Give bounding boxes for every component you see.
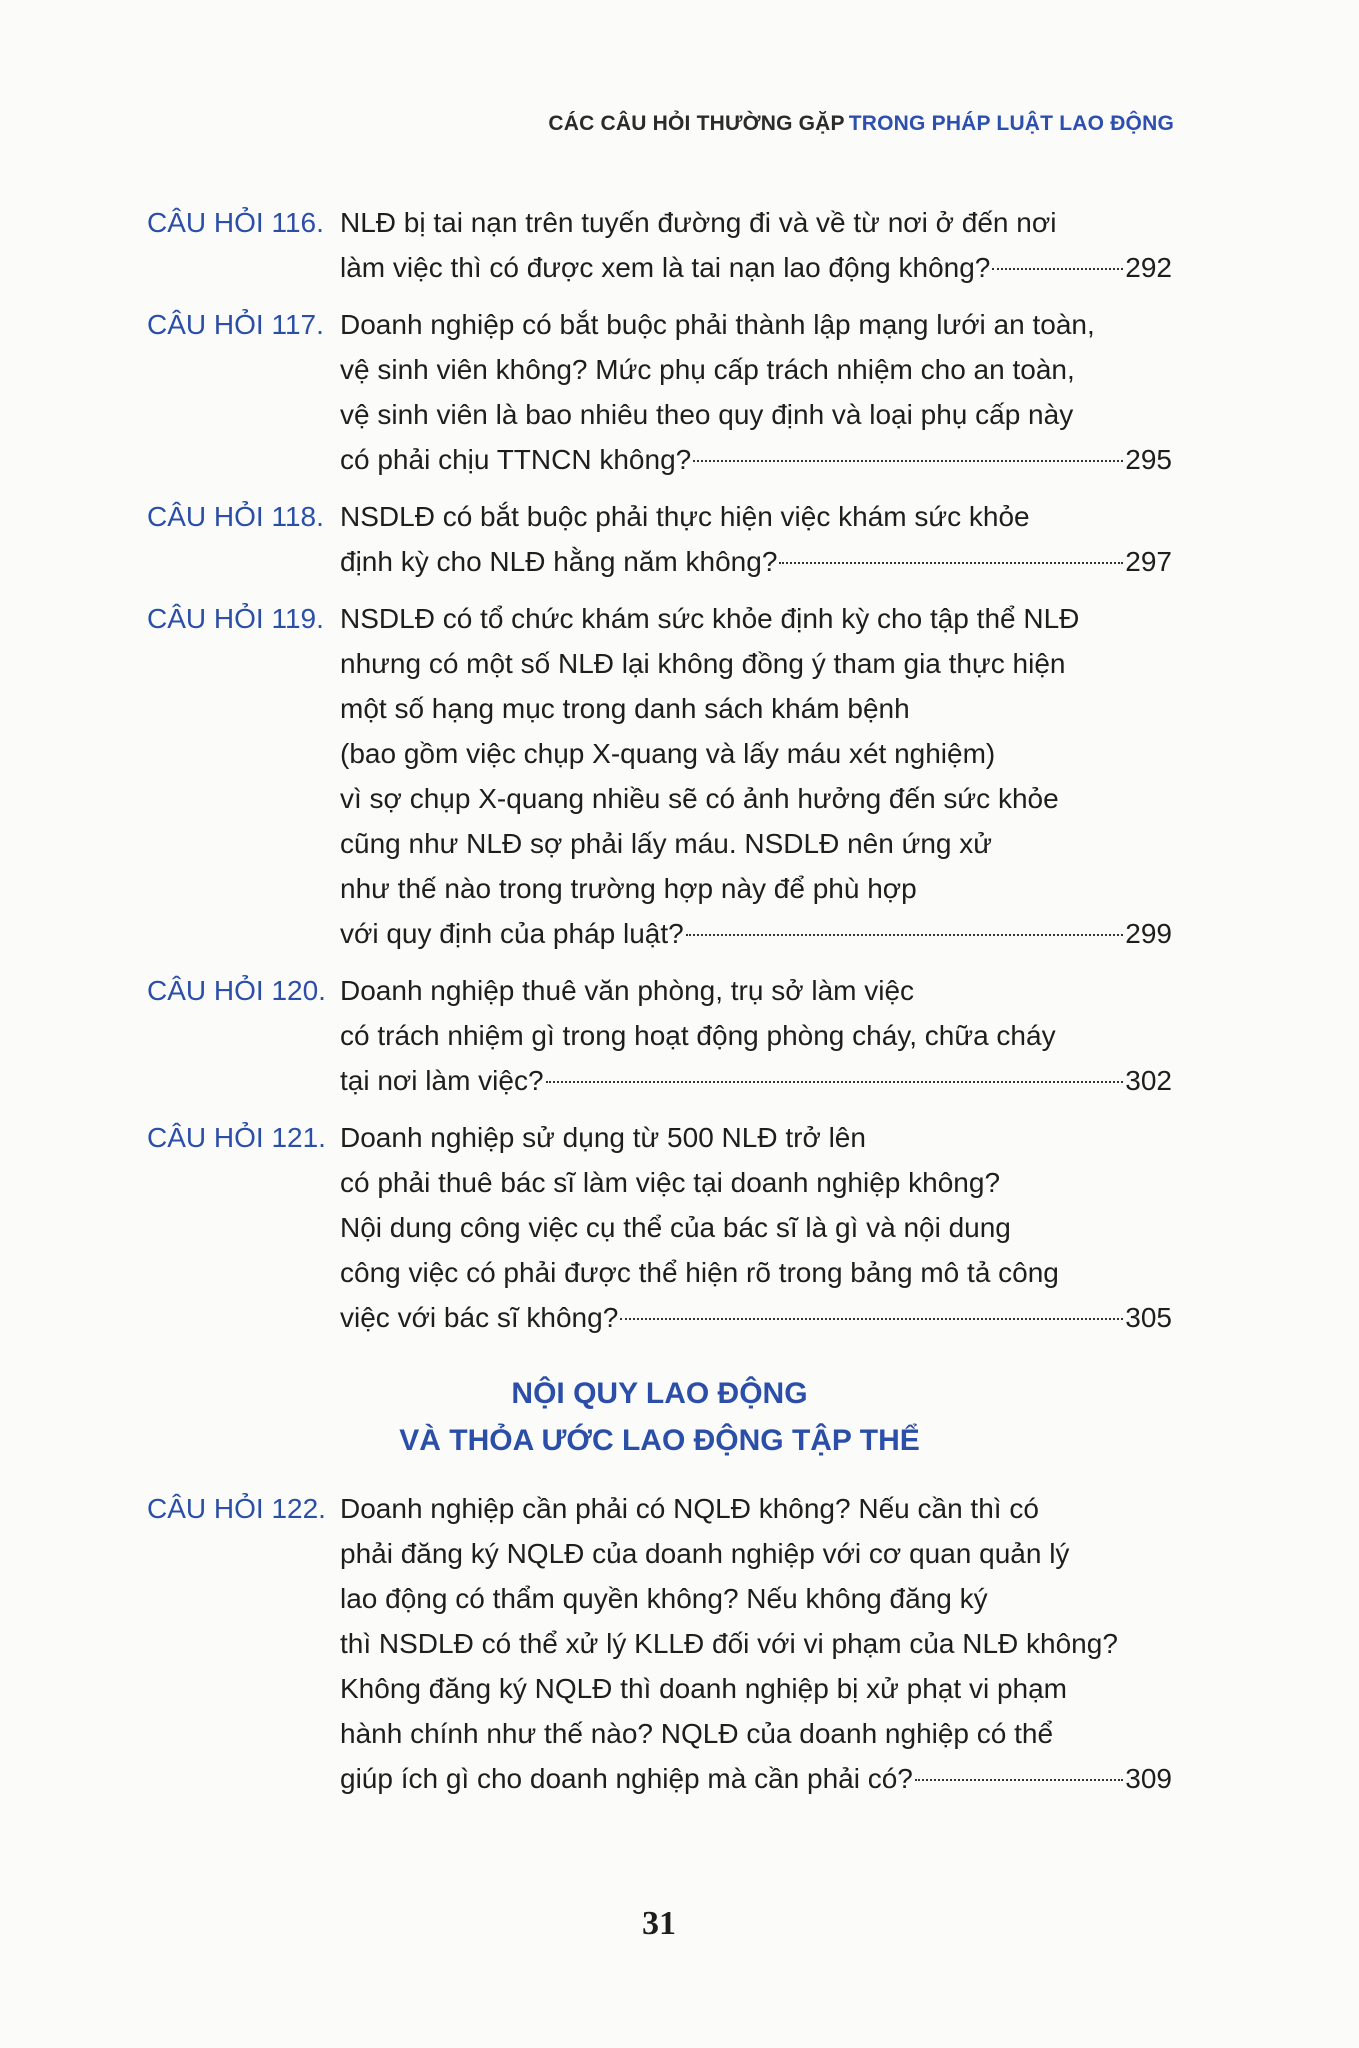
toc-entry-line: phải đăng ký NQLĐ của doanh nghiệp với cơ quan quản lý bbox=[340, 1538, 1070, 1569]
dot-leader bbox=[693, 460, 1123, 462]
toc-entry-last-line bbox=[340, 911, 1172, 956]
toc-entry-text bbox=[340, 200, 1172, 290]
toc-entry-line: thì NSDLĐ có thể xử lý KLLĐ đối với vi phạm của NLĐ không? bbox=[340, 1628, 1118, 1659]
toc-entry-text bbox=[340, 596, 1172, 956]
toc-entry-label: CÂU HỎI 118. bbox=[147, 501, 324, 532]
toc-entry-line: vệ sinh viên không? Mức phụ cấp trách nhiệm cho an toàn, bbox=[340, 354, 1075, 385]
toc-entry-line: tại nơi làm việc? bbox=[340, 1065, 544, 1096]
toc-entry bbox=[147, 200, 1172, 290]
toc-entry-text bbox=[340, 968, 1172, 1103]
toc-entry-line: giúp ích gì cho doanh nghiệp mà cần phải có? bbox=[340, 1763, 913, 1794]
toc-entry-line: vì sợ chụp X-quang nhiều sẽ có ảnh hưởng đến sức khỏe bbox=[340, 783, 1059, 814]
toc-entries-group bbox=[147, 200, 1172, 1340]
toc-entry-line: công việc có phải được thể hiện rõ trong bảng mô tả công bbox=[340, 1257, 1059, 1288]
toc-entry-line: có phải thuê bác sĩ làm việc tại doanh nghiệp không? bbox=[340, 1167, 1001, 1198]
toc-entry-label: CÂU HỎI 120. bbox=[147, 975, 326, 1006]
toc-entry-line: NLĐ bị tai nạn trên tuyến đường đi và về từ nơi ở đến nơi bbox=[340, 207, 1057, 238]
section-heading-line1: NỘI QUY LAO ĐỘNG bbox=[511, 1377, 808, 1410]
toc-entry-label: CÂU HỎI 116. bbox=[147, 207, 324, 238]
toc-entry bbox=[147, 1115, 1172, 1340]
toc-entry-line: có phải chịu TTNCN không? bbox=[340, 444, 692, 475]
toc-entry-page-number: 305 bbox=[1125, 1302, 1172, 1333]
toc-entry bbox=[147, 302, 1172, 482]
toc-entry-page-number: 309 bbox=[1125, 1763, 1172, 1794]
toc-entry-text bbox=[340, 1115, 1172, 1340]
dot-leader bbox=[992, 268, 1123, 270]
toc-entry-label: CÂU HỎI 117. bbox=[147, 309, 324, 340]
toc-entry-last-line bbox=[340, 1756, 1172, 1801]
toc-entry-page-number: 295 bbox=[1125, 444, 1172, 475]
toc-entry-line: Không đăng ký NQLĐ thì doanh nghiệp bị xử phạt vi phạm bbox=[340, 1673, 1067, 1704]
toc-entry-line: vệ sinh viên là bao nhiêu theo quy định và loại phụ cấp này bbox=[340, 399, 1074, 430]
dot-leader bbox=[546, 1081, 1124, 1083]
toc-entry-line: việc với bác sĩ không? bbox=[340, 1302, 619, 1333]
running-header-part2: TRONG PHÁP LUẬT LAO ĐỘNG bbox=[848, 112, 1174, 135]
toc-entry-last-line bbox=[340, 1295, 1172, 1340]
toc-entry-line: (bao gồm việc chụp X-quang và lấy máu xét nghiệm) bbox=[340, 738, 996, 769]
toc-entry-page-number: 302 bbox=[1125, 1065, 1172, 1096]
toc-entry-line: Doanh nghiệp thuê văn phòng, trụ sở làm việc bbox=[340, 975, 915, 1006]
toc-entry-line: NSDLĐ có tổ chức khám sức khỏe định kỳ cho tập thể NLĐ bbox=[340, 603, 1080, 634]
toc-entry-line: lao động có thẩm quyền không? Nếu không đăng ký bbox=[340, 1583, 988, 1614]
toc-entry-last-line bbox=[340, 539, 1172, 584]
running-header bbox=[548, 112, 1174, 136]
toc-entry-line: Doanh nghiệp có bắt buộc phải thành lập mạng lưới an toàn, bbox=[340, 309, 1095, 340]
toc-entry-line: Doanh nghiệp sử dụng từ 500 NLĐ trở lên bbox=[340, 1122, 866, 1153]
toc-entry-label: CÂU HỎI 121. bbox=[147, 1122, 326, 1153]
toc-entry-line: cũng như NLĐ sợ phải lấy máu. NSDLĐ nên ứng xử bbox=[340, 828, 993, 859]
toc-entry-label: CÂU HỎI 119. bbox=[147, 603, 324, 634]
running-header-part1: CÁC CÂU HỎI THƯỜNG GẶP bbox=[548, 112, 845, 135]
toc-entry-text bbox=[340, 302, 1172, 482]
toc-entry-line: Doanh nghiệp cần phải có NQLĐ không? Nếu cần thì có bbox=[340, 1493, 1039, 1524]
toc-entry-last-line bbox=[340, 1058, 1172, 1103]
toc-entry bbox=[147, 596, 1172, 956]
toc-entry-last-line bbox=[340, 245, 1172, 290]
toc-entry bbox=[147, 494, 1172, 584]
section-heading-line2: VÀ THỎA ƯỚC LAO ĐỘNG TẬP THỂ bbox=[399, 1424, 920, 1457]
dot-leader bbox=[686, 934, 1124, 936]
dot-leader bbox=[915, 1779, 1123, 1781]
section-heading bbox=[147, 1370, 1172, 1464]
toc-entry-last-line bbox=[340, 437, 1172, 482]
toc-entry-page-number: 292 bbox=[1125, 252, 1172, 283]
toc-entry-text bbox=[340, 1486, 1172, 1801]
toc-entry-line: Nội dung công việc cụ thể của bác sĩ là gì và nội dung bbox=[340, 1212, 1011, 1243]
toc-entry-page-number: 299 bbox=[1125, 918, 1172, 949]
toc-entry bbox=[147, 1486, 1172, 1801]
dot-leader bbox=[779, 562, 1123, 564]
toc-entry-line: NSDLĐ có bắt buộc phải thực hiện việc khám sức khỏe bbox=[340, 501, 1030, 532]
toc-entry-line: định kỳ cho NLĐ hằng năm không? bbox=[340, 546, 778, 577]
toc-entry-page-number: 297 bbox=[1125, 546, 1172, 577]
toc-entry-label: CÂU HỎI 122. bbox=[147, 1493, 326, 1524]
toc-entry-text bbox=[340, 494, 1172, 584]
toc-entries-group bbox=[147, 1486, 1172, 1801]
toc-entry-line: một số hạng mục trong danh sách khám bệnh bbox=[340, 693, 910, 724]
toc-entry-line: với quy định của pháp luật? bbox=[340, 918, 684, 949]
toc-entry-line: nhưng có một số NLĐ lại không đồng ý tham gia thực hiện bbox=[340, 648, 1066, 679]
table-of-contents bbox=[147, 200, 1172, 1801]
toc-entry-line: như thế nào trong trường hợp này để phù hợp bbox=[340, 873, 917, 904]
toc-entry-line: hành chính như thế nào? NQLĐ của doanh nghiệp có thể bbox=[340, 1718, 1054, 1749]
toc-entry bbox=[147, 968, 1172, 1103]
toc-entry-line: làm việc thì có được xem là tai nạn lao động không? bbox=[340, 252, 991, 283]
toc-entry-line: có trách nhiệm gì trong hoạt động phòng cháy, chữa cháy bbox=[340, 1020, 1056, 1051]
dot-leader bbox=[620, 1318, 1123, 1320]
page-number: 31 bbox=[642, 1905, 676, 1942]
